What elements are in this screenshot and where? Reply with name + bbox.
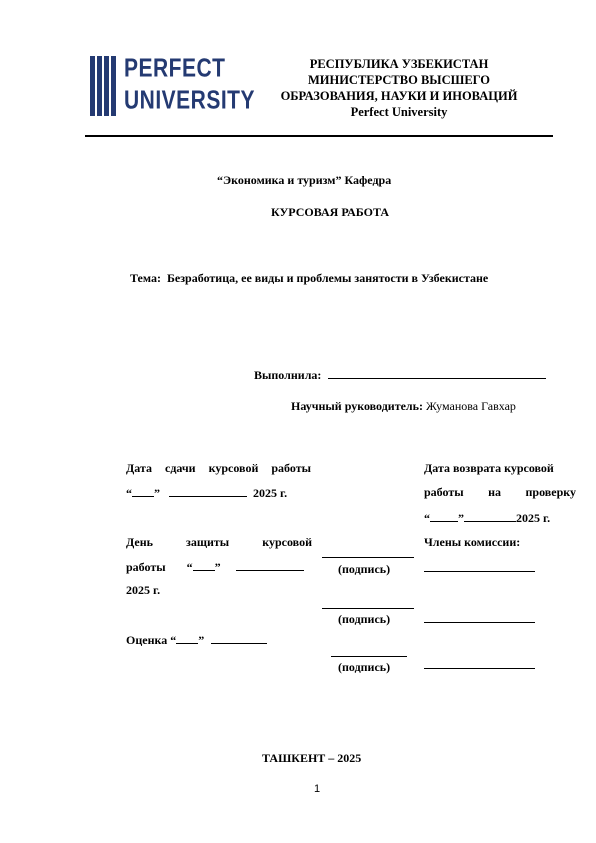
header-line-1: РЕСПУБЛИКА УЗБЕКИСТАН bbox=[309, 57, 489, 71]
performer-blank bbox=[328, 367, 546, 379]
department-name: “Экономика и туризм” Кафедра bbox=[217, 173, 392, 187]
defense-date-line-1: День защиты курсовой bbox=[126, 535, 312, 549]
page-number: 1 bbox=[314, 783, 321, 795]
submit-date-line-2: “ ” 2025 г. bbox=[126, 486, 288, 500]
header-line-3: ОБРАЗОВАНИЯ, НАУКИ И ИНОВАЦИЙ bbox=[280, 89, 518, 103]
commission-member-line-1 bbox=[424, 571, 535, 572]
topic-line bbox=[130, 271, 488, 285]
commission-member-line-2 bbox=[424, 622, 535, 623]
defense-date-line-3: 2025 г. bbox=[126, 583, 161, 597]
return-date-line-2: работы на проверку bbox=[424, 485, 576, 499]
signature-label-1: (подпись) bbox=[338, 562, 391, 576]
city-year: ТАШКЕНТ – 2025 bbox=[262, 751, 362, 765]
grade-line: Оценка “ ” bbox=[126, 632, 267, 647]
document-type-title: КУРСОВАЯ РАБОТА bbox=[271, 205, 390, 219]
topic-label: Тема: bbox=[130, 271, 161, 285]
logo-text-university: UNIVERSITY bbox=[124, 85, 256, 115]
signature-line-3 bbox=[331, 656, 407, 657]
signature-label-3: (подпись) bbox=[338, 660, 391, 674]
commission-member-line-3 bbox=[424, 668, 535, 669]
defense-date-line-2: работы “ ” bbox=[126, 559, 304, 574]
logo-bars-icon bbox=[90, 56, 116, 116]
return-date-line-3: “ ” 2025 г. bbox=[424, 511, 551, 525]
header-line-2: МИНИСТЕРСТВО ВЫСШЕГО bbox=[307, 73, 491, 87]
commission-members-label: Члены комиссии: bbox=[424, 535, 521, 549]
signature-line-2 bbox=[322, 608, 414, 609]
header-divider bbox=[85, 135, 553, 137]
supervisor-name: Жуманова Гавхар bbox=[426, 399, 516, 413]
signature-line-1 bbox=[322, 557, 414, 558]
topic-text: Безработица, ее виды и проблемы занятости в Узбекистане bbox=[166, 271, 489, 285]
performer-label: Выполнила: bbox=[254, 368, 322, 382]
performer-line bbox=[254, 367, 546, 382]
submit-date-line-1: Дата сдачи курсовой работы bbox=[126, 461, 311, 475]
supervisor-line bbox=[291, 399, 516, 413]
return-date-line-1: Дата возврата курсовой bbox=[424, 461, 554, 475]
supervisor-label: Научный руководитель: bbox=[291, 399, 423, 413]
header-line-4: Perfect University bbox=[350, 105, 448, 119]
logo-text-perfect: PERFECT bbox=[124, 53, 226, 83]
university-logo bbox=[90, 53, 256, 118]
signature-label-2: (подпись) bbox=[338, 612, 391, 626]
